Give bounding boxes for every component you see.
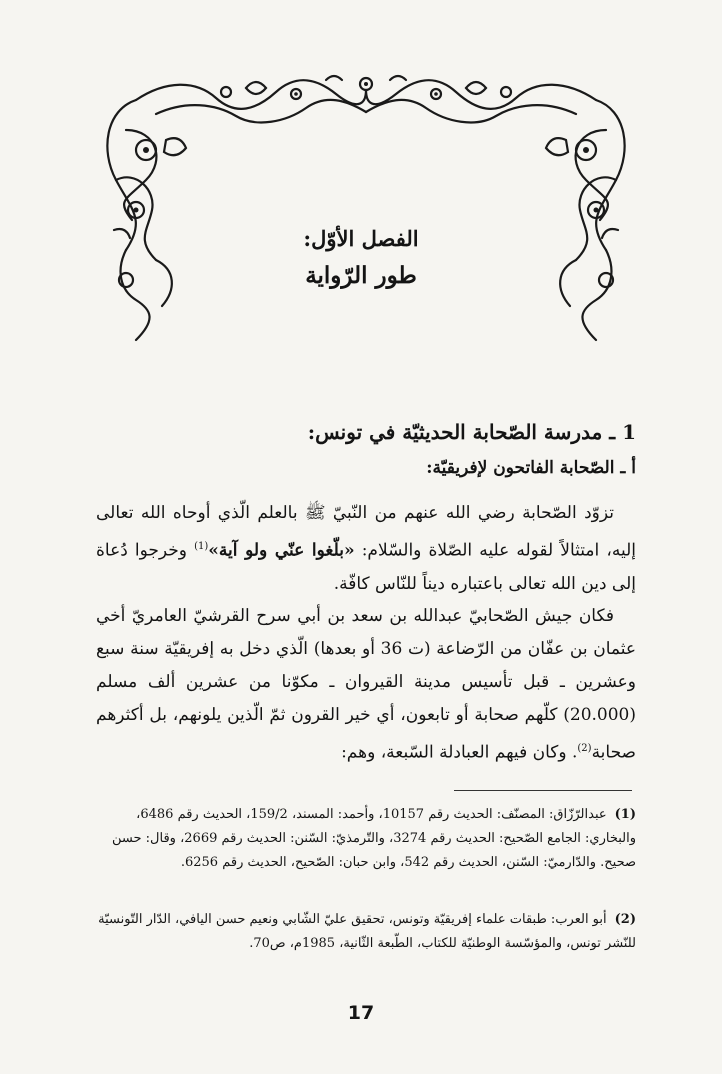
chapter-label: الفصل الأوّل: [303, 226, 419, 251]
hadith-quote: «بلّغوا عنّي ولو آية» [208, 540, 355, 561]
paragraph-1 [96, 497, 636, 601]
footnote-2 [96, 908, 636, 956]
footnote-2-number: (2) [614, 912, 636, 927]
footnote-ref-2[interactable]: (2) [577, 743, 592, 754]
paragraph-2-text-end: . وكان فيهم العبادلة السّبعة، وهم: [341, 742, 578, 763]
footnote-1 [96, 803, 636, 875]
footnote-1-number: (1) [614, 807, 636, 822]
paragraph-2 [96, 600, 636, 770]
chapter-title: طور الرّواية [305, 262, 417, 289]
subsection-heading: أ ـ الصّحابة الفاتحون لإفريقيّة: [426, 458, 636, 478]
footnote-1-text: عبدالرّزّاق: المصنّف: الحديث رقم 10157، وأحمد: المسند، 159/2، الحديث رقم 6486، والبخاري: الجامع الصّحيح: الحديث رقم 3274، والتّرمذيّ: السّنن: الحديث رقم 2669، وقال: حسن صحيح. والدّارميّ: السّنن، الحديث رقم 542، وابن حبان: الصّحيح، الحديث رقم 6256. [112, 807, 636, 870]
decorative-arabesque-border [96, 70, 636, 350]
footnote-2-text: أبو العرب: طبقات علماء إفريقيّة وتونس، تحقيق عليّ الشّابي ونعيم حسن اليافي، الدّار التّونسيّة للنّشر تونس، والمؤسّسة الوطنيّة للكتاب، الطّبعة الثّانية، 1985م، ص70. [98, 912, 636, 951]
section-heading: 1 ـ مدرسة الصّحابة الحديثيّة في تونس: [307, 420, 636, 444]
paragraph-2-text: فكان جيش الصّحابيّ عبدالله بن سعد بن أبي سرح القرشيّ العامريّ أخي عثمان بن عفّان من الرّضاعة (ت 36 أو بعدها) الّذي دخل به إفريقيّة سنة سبع وعشرين ـ قبل تأسيس مدينة القيروان ـ مكوّنا من عشرين ألف مسلم (20.000) كلّهم صحابة أو تابعون، أي خير القرون ثمّ الّذين يلونهم، بل أكثرهم صحابة [96, 606, 636, 763]
footnote-divider [454, 790, 632, 791]
paragraph-1-text-a: تزوّد الصّحابة رضي الله عنهم من النّبيّ ﷺ بالعلم الّذي أوحاه الله تعالى إليه، امتثالاً لقوله عليه الصّلاة والسّلام: [96, 503, 636, 561]
footnote-ref-1[interactable]: (1) [194, 541, 209, 552]
page-number: 17 [347, 1002, 375, 1024]
paragraph-1-text-b: وخرجوا دُعاة إلى دين الله تعالى باعتباره ديناً للنّاس كافّة. [96, 540, 636, 594]
